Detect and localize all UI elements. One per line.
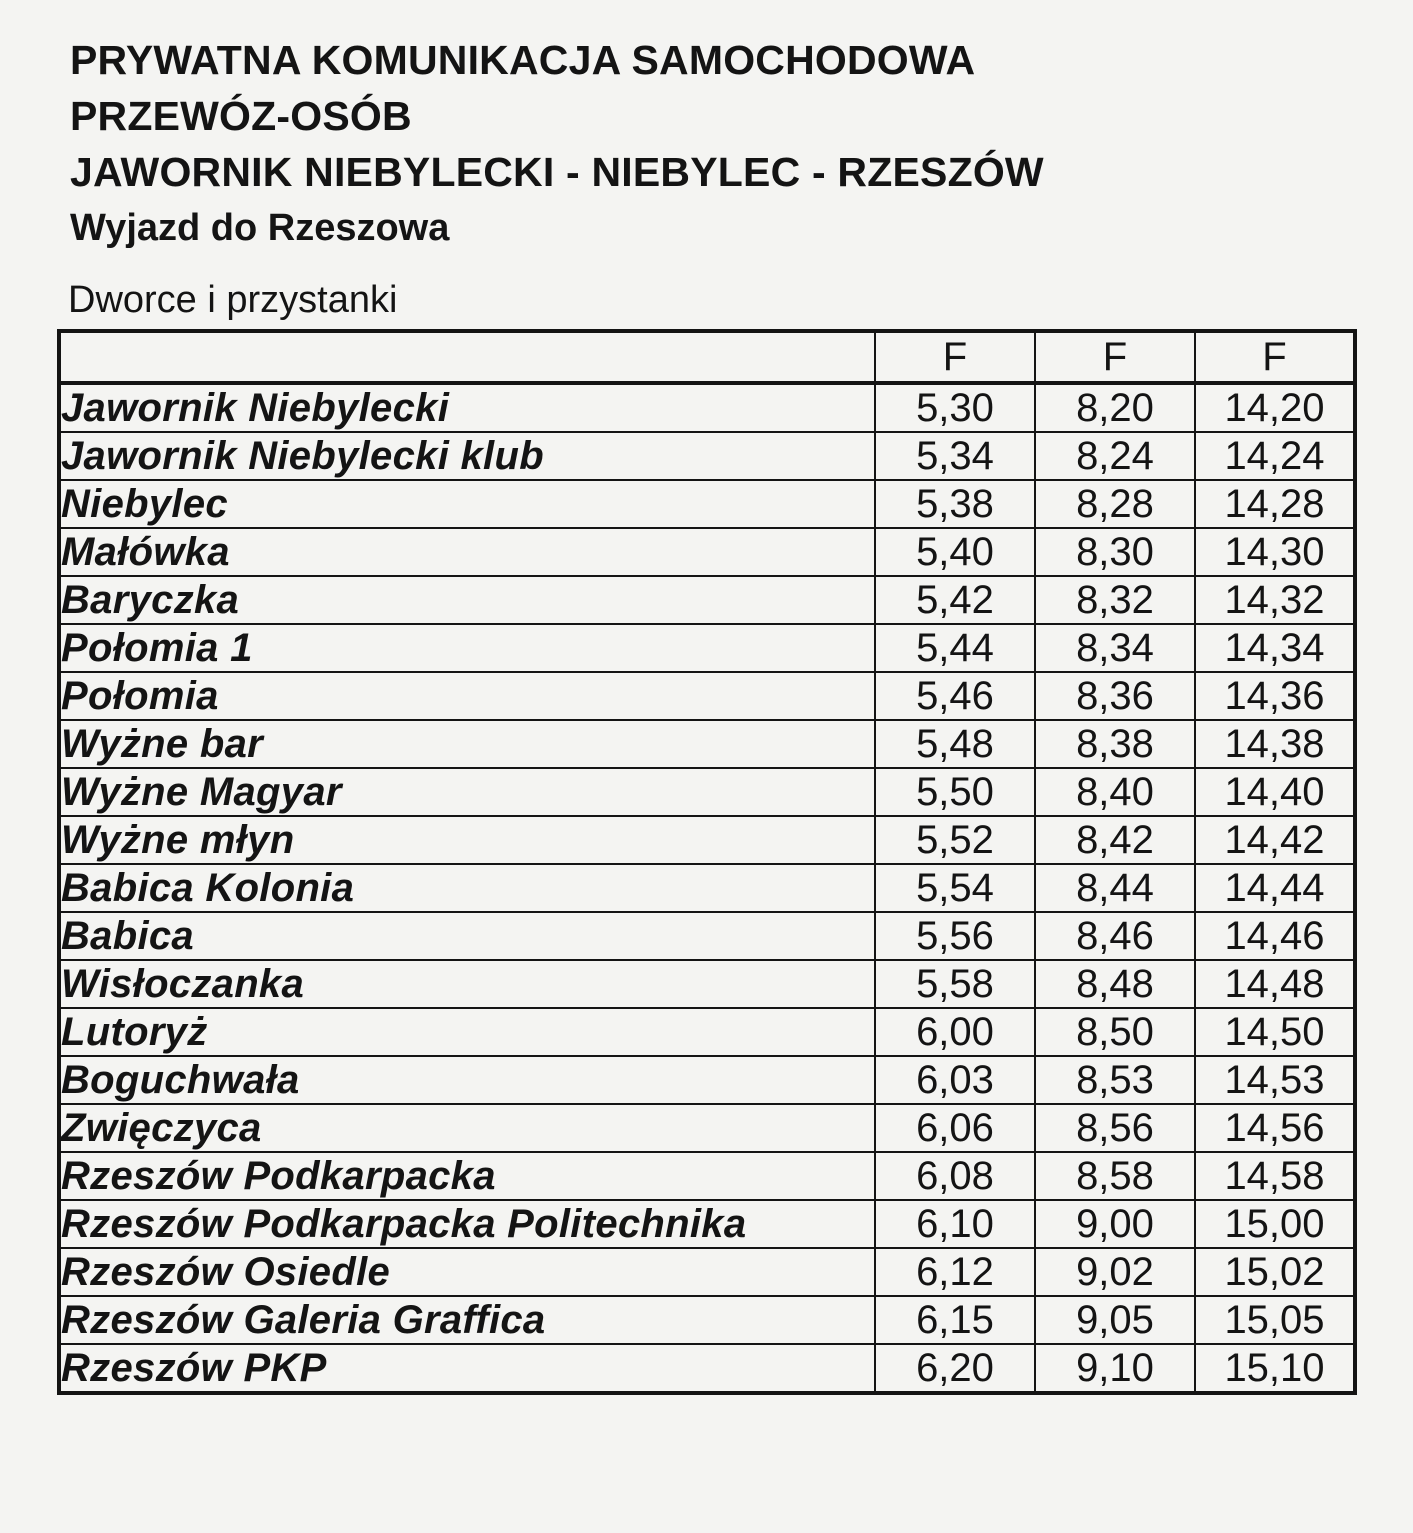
- company-name: PRYWATNA KOMUNIKACJA SAMOCHODOWA: [70, 37, 976, 83]
- table-row: [59, 1008, 1355, 1056]
- departure-time: 9,00: [1035, 1200, 1195, 1248]
- departure-time: 14,30: [1195, 528, 1355, 576]
- departure-time: 5,38: [875, 480, 1035, 528]
- table-row: [59, 864, 1355, 912]
- departure-time: 8,28: [1035, 480, 1195, 528]
- stop-name: Jawornik Niebylecki: [59, 383, 875, 432]
- departure-time: 14,38: [1195, 720, 1355, 768]
- table-row: [59, 1344, 1355, 1393]
- departure-time: 9,05: [1035, 1296, 1195, 1344]
- departure-time: 8,20: [1035, 383, 1195, 432]
- departure-time: 8,48: [1035, 960, 1195, 1008]
- departure-time: 9,10: [1035, 1344, 1195, 1393]
- departure-time: 5,56: [875, 912, 1035, 960]
- departure-time: 14,32: [1195, 576, 1355, 624]
- departure-time: 8,46: [1035, 912, 1195, 960]
- departure-time: 6,15: [875, 1296, 1035, 1344]
- departure-time: 8,58: [1035, 1152, 1195, 1200]
- departure-time: 6,20: [875, 1344, 1035, 1393]
- stop-name: Małówka: [59, 528, 875, 576]
- stop-name: Baryczka: [59, 576, 875, 624]
- table-row: [59, 383, 1355, 432]
- stops-label: Dworce i przystanki: [68, 279, 398, 321]
- departure-time: 8,34: [1035, 624, 1195, 672]
- departure-time: 14,40: [1195, 768, 1355, 816]
- timetable-body: [59, 383, 1355, 1393]
- departure-time: 15,02: [1195, 1248, 1355, 1296]
- column-header: F: [875, 331, 1035, 383]
- departure-time: 5,50: [875, 768, 1035, 816]
- direction-subtitle: Wyjazd do Rzeszowa: [70, 207, 450, 249]
- departure-time: 14,53: [1195, 1056, 1355, 1104]
- table-row: [59, 1200, 1355, 1248]
- table-row: [59, 1152, 1355, 1200]
- stop-name: Wisłoczanka: [59, 960, 875, 1008]
- departure-time: 14,56: [1195, 1104, 1355, 1152]
- table-row: [59, 1248, 1355, 1296]
- departure-time: 14,44: [1195, 864, 1355, 912]
- table-row: [59, 1104, 1355, 1152]
- departure-time: 8,36: [1035, 672, 1195, 720]
- departure-time: 14,36: [1195, 672, 1355, 720]
- stop-name: Rzeszów Osiedle: [59, 1248, 875, 1296]
- column-header: F: [1035, 331, 1195, 383]
- departure-time: 14,24: [1195, 432, 1355, 480]
- stop-name: Lutoryż: [59, 1008, 875, 1056]
- departure-time: 6,08: [875, 1152, 1035, 1200]
- document-header: [70, 32, 1044, 256]
- stop-name: Wyżne bar: [59, 720, 875, 768]
- departure-time: 8,56: [1035, 1104, 1195, 1152]
- departure-time: 5,52: [875, 816, 1035, 864]
- stop-name: Wyżne Magyar: [59, 768, 875, 816]
- stop-name: Jawornik Niebylecki klub: [59, 432, 875, 480]
- departure-time: 8,50: [1035, 1008, 1195, 1056]
- departure-time: 14,42: [1195, 816, 1355, 864]
- table-row: [59, 432, 1355, 480]
- departure-time: 5,30: [875, 383, 1035, 432]
- table-row: [59, 528, 1355, 576]
- departure-time: 6,10: [875, 1200, 1035, 1248]
- stop-name: Rzeszów PKP: [59, 1344, 875, 1393]
- stop-name: Rzeszów Galeria Graffica: [59, 1296, 875, 1344]
- departure-time: 5,40: [875, 528, 1035, 576]
- timetable-header-row: [59, 331, 1355, 383]
- departure-time: 8,42: [1035, 816, 1195, 864]
- departure-time: 14,48: [1195, 960, 1355, 1008]
- table-row: [59, 720, 1355, 768]
- departure-time: 8,32: [1035, 576, 1195, 624]
- timetable: [57, 329, 1357, 1395]
- departure-time: 6,06: [875, 1104, 1035, 1152]
- service-type: PRZEWÓZ-OSÓB: [70, 93, 412, 139]
- departure-time: 8,44: [1035, 864, 1195, 912]
- table-row: [59, 1296, 1355, 1344]
- table-row: [59, 672, 1355, 720]
- departure-time: 14,58: [1195, 1152, 1355, 1200]
- departure-time: 14,20: [1195, 383, 1355, 432]
- departure-time: 14,28: [1195, 480, 1355, 528]
- departure-time: 15,05: [1195, 1296, 1355, 1344]
- table-row: [59, 624, 1355, 672]
- stop-name: Boguchwała: [59, 1056, 875, 1104]
- table-row: [59, 480, 1355, 528]
- departure-time: 5,48: [875, 720, 1035, 768]
- stop-name: Rzeszów Podkarpacka: [59, 1152, 875, 1200]
- stop-name: Rzeszów Podkarpacka Politechnika: [59, 1200, 875, 1248]
- table-row: [59, 912, 1355, 960]
- table-row: [59, 1056, 1355, 1104]
- departure-time: 5,34: [875, 432, 1035, 480]
- departure-time: 8,24: [1035, 432, 1195, 480]
- departure-time: 6,03: [875, 1056, 1035, 1104]
- departure-time: 14,46: [1195, 912, 1355, 960]
- departure-time: 5,46: [875, 672, 1035, 720]
- departure-time: 5,58: [875, 960, 1035, 1008]
- departure-time: 8,53: [1035, 1056, 1195, 1104]
- departure-time: 15,10: [1195, 1344, 1355, 1393]
- stop-name: Niebylec: [59, 480, 875, 528]
- departure-time: 6,00: [875, 1008, 1035, 1056]
- stop-name: Połomia: [59, 672, 875, 720]
- stop-name: Babica Kolonia: [59, 864, 875, 912]
- table-row: [59, 576, 1355, 624]
- departure-time: 5,44: [875, 624, 1035, 672]
- departure-time: 6,12: [875, 1248, 1035, 1296]
- departure-time: 5,54: [875, 864, 1035, 912]
- departure-time: 8,30: [1035, 528, 1195, 576]
- departure-time: 8,40: [1035, 768, 1195, 816]
- stop-name: Babica: [59, 912, 875, 960]
- table-row: [59, 960, 1355, 1008]
- column-header: F: [1195, 331, 1355, 383]
- departure-time: 14,34: [1195, 624, 1355, 672]
- stop-name: Zwięczyca: [59, 1104, 875, 1152]
- route-name: JAWORNIK NIEBYLECKI - NIEBYLEC - RZESZÓW: [70, 149, 1044, 195]
- departure-time: 8,38: [1035, 720, 1195, 768]
- departure-time: 5,42: [875, 576, 1035, 624]
- departure-time: 15,00: [1195, 1200, 1355, 1248]
- table-row: [59, 816, 1355, 864]
- stop-name: Połomia 1: [59, 624, 875, 672]
- departure-time: 14,50: [1195, 1008, 1355, 1056]
- departure-time: 9,02: [1035, 1248, 1195, 1296]
- stop-column-header: [59, 331, 875, 383]
- stop-name: Wyżne młyn: [59, 816, 875, 864]
- table-row: [59, 768, 1355, 816]
